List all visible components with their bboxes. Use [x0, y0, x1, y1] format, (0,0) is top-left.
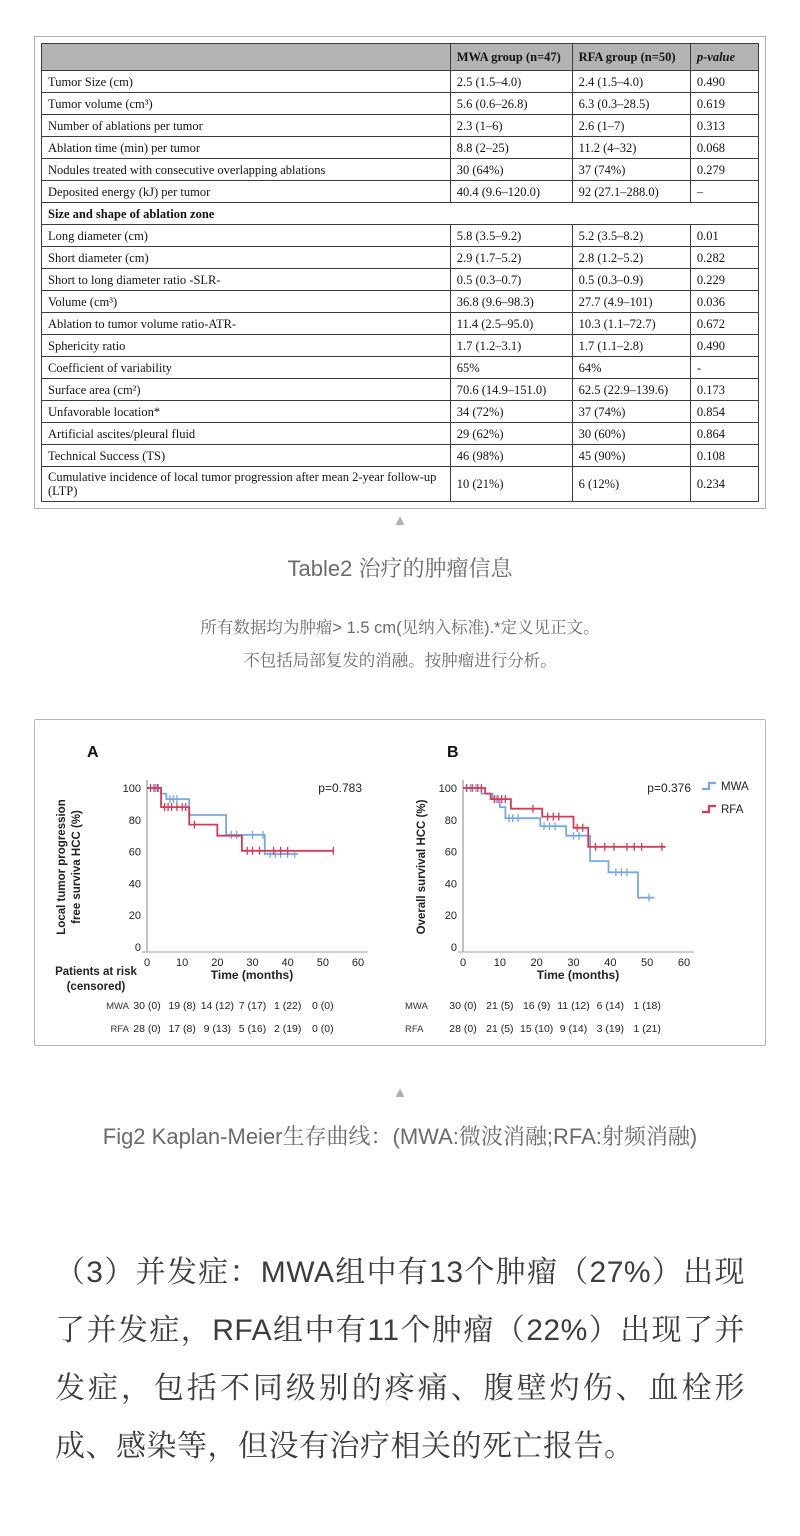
table-row	[42, 445, 759, 467]
svg-text:50: 50	[641, 957, 654, 969]
svg-text:0: 0	[134, 942, 141, 954]
svg-text:100: 100	[438, 783, 457, 795]
p-value: 0.068	[690, 137, 758, 159]
mwa-value: 0.5 (0.3–0.7)	[450, 269, 572, 291]
svg-text:3 (19): 3 (19)	[596, 1023, 625, 1035]
row-label: Coefficient of variability	[42, 357, 451, 379]
p-value: 0.282	[690, 247, 758, 269]
row-label: Short to long diameter ratio -SLR-	[42, 269, 451, 291]
km-plot-panel-a	[43, 728, 395, 1040]
rfa-value: 11.2 (4–32)	[572, 137, 690, 159]
row-label: Nodules treated with consecutive overlapping ablations	[42, 159, 451, 181]
svg-text:Local tumor progression: Local tumor progression	[56, 799, 68, 935]
km-plot-panel-b	[401, 728, 783, 1040]
rfa-value: 62.5 (22.9–139.6)	[572, 379, 690, 401]
col-header-mwa: MWA group (n=47)	[450, 44, 572, 71]
mwa-value: 5.8 (3.5–9.2)	[450, 225, 572, 247]
p-value: 0.490	[690, 71, 758, 93]
rfa-value: 27.7 (4.9–101)	[572, 291, 690, 313]
row-label: Deposited energy (kJ) per tumor	[42, 181, 451, 203]
svg-text:40: 40	[604, 957, 617, 969]
p-value: 0.229	[690, 269, 758, 291]
svg-text:RFA: RFA	[405, 1024, 424, 1035]
p-value: –	[690, 181, 758, 203]
rfa-value: 2.6 (1–7)	[572, 115, 690, 137]
km-curve-mwa	[463, 788, 655, 898]
mwa-value: 11.4 (2.5–95.0)	[450, 313, 572, 335]
svg-text:RFA: RFA	[110, 1024, 129, 1035]
row-label: Artificial ascites/pleural fluid	[42, 423, 451, 445]
table-row	[42, 313, 759, 335]
svg-text:0: 0	[450, 942, 457, 954]
svg-text:0: 0	[459, 957, 467, 969]
row-label: Sphericity ratio	[42, 335, 451, 357]
svg-text:80: 80	[444, 814, 457, 827]
col-header-pvalue: p-value	[690, 44, 758, 71]
mwa-value: 40.4 (9.6–120.0)	[450, 181, 572, 203]
col-header-empty	[42, 44, 451, 71]
svg-text:1 (22): 1 (22)	[273, 1000, 302, 1012]
svg-text:2 (19): 2 (19)	[273, 1023, 302, 1035]
table2-container	[34, 36, 766, 509]
svg-text:Overall survival HCC (%): Overall survival HCC (%)	[416, 799, 428, 935]
mwa-value: 70.6 (14.9–151.0)	[450, 379, 572, 401]
table-row	[42, 291, 759, 313]
svg-text:9 (13): 9 (13)	[203, 1023, 232, 1035]
p-value: 0.854	[690, 401, 758, 423]
row-label: Number of ablations per tumor	[42, 115, 451, 137]
rfa-value: 37 (74%)	[572, 401, 690, 423]
p-value: 0.279	[690, 159, 758, 181]
table-row	[42, 401, 759, 423]
mwa-value: 29 (62%)	[450, 423, 572, 445]
svg-text:MWA: MWA	[721, 781, 749, 793]
km-curve-rfa	[147, 788, 333, 851]
table-row	[42, 357, 759, 379]
svg-text:80: 80	[128, 814, 141, 827]
svg-text:11 (12): 11 (12)	[557, 1000, 590, 1012]
svg-text:5 (16): 5 (16)	[238, 1023, 267, 1035]
svg-text:RFA: RFA	[721, 804, 744, 816]
svg-text:(censored): (censored)	[66, 981, 126, 993]
p-value: 0.619	[690, 93, 758, 115]
mwa-value: 46 (98%)	[450, 445, 572, 467]
p-value: 0.490	[690, 335, 758, 357]
mwa-value: 34 (72%)	[450, 401, 572, 423]
table-header-row	[42, 44, 759, 71]
table-section-row	[42, 203, 759, 225]
table-row	[42, 115, 759, 137]
svg-text:20: 20	[530, 957, 543, 969]
row-label: Unfavorable location*	[42, 401, 451, 423]
svg-text:30 (0): 30 (0)	[449, 1000, 477, 1012]
svg-text:p=0.783: p=0.783	[318, 781, 362, 795]
svg-text:1 (18): 1 (18)	[633, 1000, 661, 1012]
table2-note-2: 不包括局部复发的消融。按肿瘤进行分析。	[243, 652, 557, 670]
row-label: Cumulative incidence of local tumor progression after mean 2-year follow-up (LTP)	[42, 467, 451, 502]
svg-text:30 (0): 30 (0)	[133, 1000, 161, 1012]
fig2-container	[34, 719, 766, 1046]
rfa-value: 6 (12%)	[572, 467, 690, 502]
svg-text:60: 60	[128, 846, 141, 859]
svg-text:Patients at risk: Patients at risk	[55, 966, 137, 978]
svg-text:Time (months): Time (months)	[536, 968, 620, 982]
mwa-value: 2.9 (1.7–5.2)	[450, 247, 572, 269]
p-value: 0.173	[690, 379, 758, 401]
rfa-value: 92 (27.1–288.0)	[572, 181, 690, 203]
svg-text:14 (12): 14 (12)	[200, 1000, 234, 1012]
svg-text:30: 30	[246, 957, 259, 969]
row-label: Ablation to tumor volume ratio-ATR-	[42, 313, 451, 335]
mwa-value: 10 (21%)	[450, 467, 572, 502]
rfa-value: 30 (60%)	[572, 423, 690, 445]
mwa-value: 36.8 (9.6–98.3)	[450, 291, 572, 313]
table-row	[42, 423, 759, 445]
svg-text:19 (8): 19 (8)	[168, 1000, 196, 1012]
svg-text:10: 10	[493, 957, 506, 969]
svg-text:100: 100	[122, 783, 141, 795]
table-row	[42, 71, 759, 93]
col-header-rfa: RFA group (n=50)	[572, 44, 690, 71]
rfa-value: 45 (90%)	[572, 445, 690, 467]
svg-text:21 (5): 21 (5)	[486, 1023, 514, 1035]
svg-text:60: 60	[351, 957, 365, 969]
svg-text:10: 10	[176, 957, 189, 969]
table-row	[42, 335, 759, 357]
mwa-value: 8.8 (2–25)	[450, 137, 572, 159]
collapse-triangle-icon: ▲	[392, 1084, 408, 1101]
svg-text:0 (0): 0 (0)	[312, 1000, 334, 1012]
svg-text:A: A	[87, 744, 99, 761]
svg-text:20: 20	[211, 957, 224, 969]
svg-text:B: B	[447, 744, 459, 761]
svg-text:50: 50	[316, 957, 329, 969]
rfa-value: 6.3 (0.3–28.5)	[572, 93, 690, 115]
rfa-value: 1.7 (1.1–2.8)	[572, 335, 690, 357]
complications-paragraph: （3）并发症：MWA组中有13个肿瘤（27%）出现了并发症，RFA组中有11个肿瘤（22%）出现了并发症，包括不同级别的疼痛、腹壁灼伤、血栓形成、感染等，但没有治疗相关的死亡报告。	[55, 1256, 745, 1463]
p-value: 0.234	[690, 467, 758, 502]
mwa-value: 65%	[450, 357, 572, 379]
table-row	[42, 247, 759, 269]
svg-text:MWA: MWA	[405, 1001, 428, 1012]
table-row	[42, 137, 759, 159]
svg-text:20: 20	[444, 910, 457, 923]
svg-text:0: 0	[143, 957, 151, 969]
collapse-triangle-icon: ▲	[392, 512, 408, 529]
table2-note-1: 所有数据均为肿瘤> 1.5 cm(见纳入标准).*定义见正文。	[200, 619, 600, 637]
p-value: 0.672	[690, 313, 758, 335]
mwa-value: 2.3 (1–6)	[450, 115, 572, 137]
row-label: Volume (cm³)	[42, 291, 451, 313]
svg-text:17 (8): 17 (8)	[168, 1023, 196, 1035]
row-label: Technical Success (TS)	[42, 445, 451, 467]
rfa-value: 0.5 (0.3–0.9)	[572, 269, 690, 291]
rfa-value: 64%	[572, 357, 690, 379]
row-label: Tumor volume (cm³)	[42, 93, 451, 115]
svg-text:21 (5): 21 (5)	[486, 1000, 514, 1012]
svg-text:40: 40	[128, 878, 141, 891]
mwa-value: 2.5 (1.5–4.0)	[450, 71, 572, 93]
rfa-value: 2.4 (1.5–4.0)	[572, 71, 690, 93]
table2-caption: Table2 治疗的肿瘤信息	[287, 556, 513, 581]
table-row	[42, 159, 759, 181]
mwa-value: 1.7 (1.2–3.1)	[450, 335, 572, 357]
svg-text:60: 60	[677, 957, 691, 969]
row-label: Tumor Size (cm)	[42, 71, 451, 93]
table-row	[42, 93, 759, 115]
p-value: 0.313	[690, 115, 758, 137]
rfa-value: 37 (74%)	[572, 159, 690, 181]
svg-text:30: 30	[567, 957, 580, 969]
table-row	[42, 225, 759, 247]
svg-text:40: 40	[444, 878, 457, 891]
svg-text:free surviva HCC (%): free surviva HCC (%)	[71, 810, 83, 924]
row-label: Surface area (cm²)	[42, 379, 451, 401]
fig2-caption: Fig2 Kaplan-Meier生存曲线：(MWA:微波消融;RFA:射频消融)	[102, 1124, 698, 1149]
table-row	[42, 269, 759, 291]
row-label: Ablation time (min) per tumor	[42, 137, 451, 159]
p-value: 0.01	[690, 225, 758, 247]
p-value: 0.864	[690, 423, 758, 445]
p-value: 0.036	[690, 291, 758, 313]
svg-text:Time (months): Time (months)	[210, 968, 294, 982]
rfa-value: 10.3 (1.1–72.7)	[572, 313, 690, 335]
svg-text:7 (17): 7 (17)	[238, 1000, 267, 1012]
table-row	[42, 467, 759, 502]
section-label: Size and shape of ablation zone	[42, 203, 759, 225]
svg-text:15 (10): 15 (10)	[520, 1023, 554, 1035]
svg-text:60: 60	[444, 846, 457, 859]
table-row	[42, 181, 759, 203]
svg-text:6 (14): 6 (14)	[596, 1000, 625, 1012]
p-value: -	[690, 357, 758, 379]
table2	[41, 43, 759, 502]
svg-text:MWA: MWA	[106, 1001, 129, 1012]
rfa-value: 5.2 (3.5–8.2)	[572, 225, 690, 247]
svg-text:p=0.376: p=0.376	[647, 781, 691, 795]
svg-text:9 (14): 9 (14)	[559, 1023, 588, 1035]
svg-text:20: 20	[128, 910, 141, 923]
row-label: Short diameter (cm)	[42, 247, 451, 269]
svg-text:28 (0): 28 (0)	[133, 1023, 161, 1035]
table-row	[42, 379, 759, 401]
svg-text:28 (0): 28 (0)	[449, 1023, 477, 1035]
table2-header	[42, 44, 759, 71]
mwa-value: 30 (64%)	[450, 159, 572, 181]
svg-text:0 (0): 0 (0)	[312, 1023, 334, 1035]
svg-text:16 (9): 16 (9)	[522, 1000, 551, 1012]
p-value: 0.108	[690, 445, 758, 467]
rfa-value: 2.8 (1.2–5.2)	[572, 247, 690, 269]
row-label: Long diameter (cm)	[42, 225, 451, 247]
mwa-value: 5.6 (0.6–26.8)	[450, 93, 572, 115]
svg-text:40: 40	[281, 957, 294, 969]
table2-body	[42, 71, 759, 502]
svg-text:1 (21): 1 (21)	[633, 1023, 661, 1035]
